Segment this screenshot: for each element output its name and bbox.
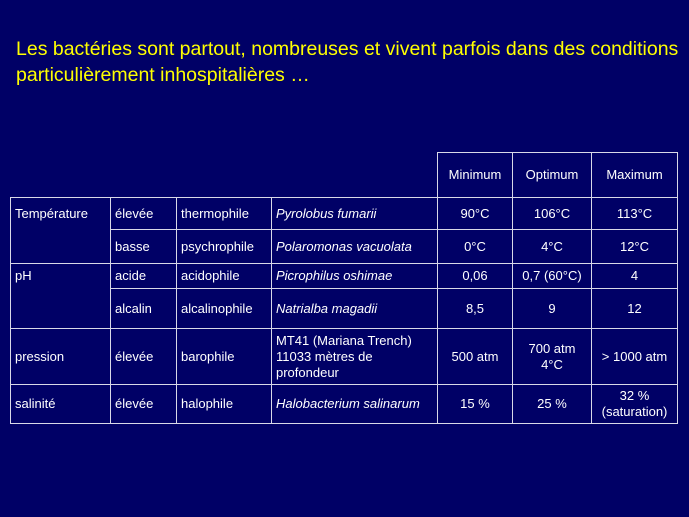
cell-parameter	[11, 230, 111, 264]
cell-type: barophile	[177, 329, 272, 385]
cell-type: thermophile	[177, 198, 272, 230]
cell-parameter: Température	[11, 198, 111, 230]
cell-parameter: salinité	[11, 385, 111, 424]
cell-minimum: 0°C	[438, 230, 513, 264]
header-optimum: Optimum	[513, 153, 592, 198]
cell-optimum: 0,7 (60°C)	[513, 264, 592, 289]
cell-parameter	[11, 289, 111, 329]
cell-type: psychrophile	[177, 230, 272, 264]
cell-condition: basse	[111, 230, 177, 264]
cell-minimum: 0,06	[438, 264, 513, 289]
cell-minimum: 15 %	[438, 385, 513, 424]
cell-minimum: 8,5	[438, 289, 513, 329]
cell-maximum: 113°C	[592, 198, 678, 230]
cell-optimum: 25 %	[513, 385, 592, 424]
cell-minimum: 90°C	[438, 198, 513, 230]
cell-optimum: 106°C	[513, 198, 592, 230]
slide-title: Les bactéries sont partout, nombreuses et vivent parfois dans des conditions particulièrement inhospitalières …	[16, 38, 679, 86]
table-row	[11, 385, 678, 424]
header-spacer	[11, 153, 438, 198]
cell-condition: alcalin	[111, 289, 177, 329]
table-row	[11, 329, 678, 385]
cell-condition: élevée	[111, 198, 177, 230]
table-row	[11, 198, 678, 230]
cell-type: halophile	[177, 385, 272, 424]
cell-organism: Picrophilus oshimae	[272, 264, 438, 289]
extremophile-table	[10, 152, 678, 424]
header-row	[11, 153, 678, 198]
cell-organism: MT41 (Mariana Trench) 11033 mètres de profondeur	[272, 329, 438, 385]
cell-organism: Polaromonas vacuolata	[272, 230, 438, 264]
header-maximum: Maximum	[592, 153, 678, 198]
table-row	[11, 230, 678, 264]
cell-minimum: 500 atm	[438, 329, 513, 385]
cell-maximum: 4	[592, 264, 678, 289]
cell-maximum: > 1000 atm	[592, 329, 678, 385]
cell-condition: acide	[111, 264, 177, 289]
table-row	[11, 289, 678, 329]
cell-parameter: pression	[11, 329, 111, 385]
cell-optimum: 700 atm 4°C	[513, 329, 592, 385]
cell-optimum: 9	[513, 289, 592, 329]
cell-maximum: 32 % (saturation)	[592, 385, 678, 424]
cell-condition: élevée	[111, 329, 177, 385]
cell-organism: Natrialba magadii	[272, 289, 438, 329]
header-minimum: Minimum	[438, 153, 513, 198]
cell-condition: élevée	[111, 385, 177, 424]
cell-type: acidophile	[177, 264, 272, 289]
cell-maximum: 12°C	[592, 230, 678, 264]
cell-organism: Halobacterium salinarum	[272, 385, 438, 424]
cell-parameter: pH	[11, 264, 111, 289]
cell-type: alcalinophile	[177, 289, 272, 329]
cell-optimum: 4°C	[513, 230, 592, 264]
table-row	[11, 264, 678, 289]
cell-maximum: 12	[592, 289, 678, 329]
cell-organism: Pyrolobus fumarii	[272, 198, 438, 230]
